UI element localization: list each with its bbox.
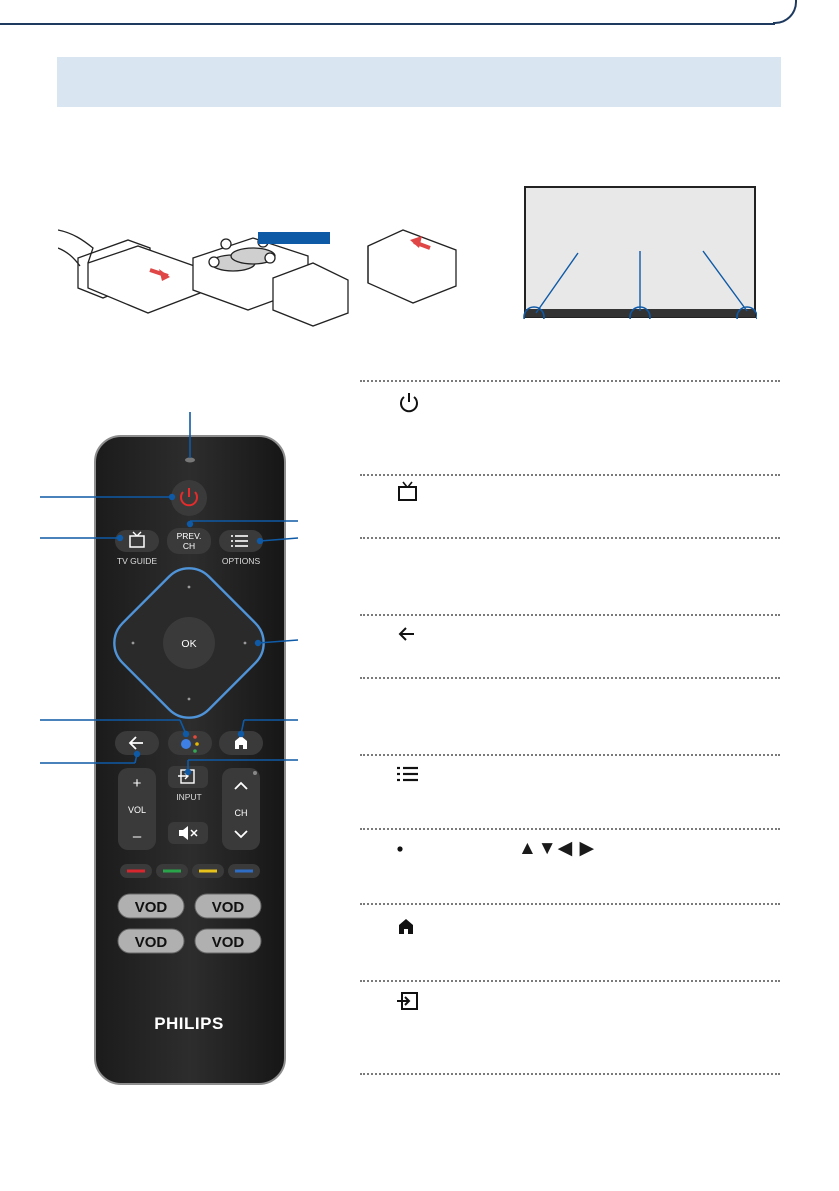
assistant-button[interactable] [168, 731, 212, 755]
page-top-rule [0, 0, 775, 25]
vod-label: VOD [211, 899, 245, 916]
vod-label: VOD [134, 934, 168, 951]
remote-control [40, 404, 340, 1094]
vol-minus-label: – [132, 828, 142, 845]
divider [360, 980, 780, 982]
bullet-icon [396, 845, 404, 853]
power-button[interactable] [171, 480, 207, 516]
brand-logo: PHILIPS [154, 1014, 224, 1033]
divider [360, 474, 780, 476]
dpad-arrows-icon: ▲▼◀ ▶ [518, 838, 596, 859]
vod-label: VOD [211, 934, 245, 951]
power-icon [398, 391, 420, 413]
divider [360, 614, 780, 616]
divider [360, 754, 780, 756]
mute-button[interactable] [168, 822, 208, 844]
divider [360, 828, 780, 830]
ir-led [185, 458, 195, 463]
assistant-icon [181, 739, 191, 749]
list-icon [396, 764, 420, 784]
step1-open-cover [58, 230, 200, 313]
divider [360, 677, 780, 679]
vol-label: VOL [127, 805, 147, 815]
tv-guide-button[interactable] [115, 530, 159, 552]
tv-illustration [523, 185, 757, 319]
vod-button-1[interactable] [118, 894, 184, 918]
vod-button-4[interactable] [195, 929, 261, 953]
prev-ch-button[interactable] [167, 528, 211, 554]
input-label: INPUT [176, 792, 202, 802]
home-icon [397, 917, 415, 935]
ok-label: OK [181, 638, 197, 650]
volume-rocker[interactable] [118, 768, 156, 850]
vod-label: VOD [134, 899, 168, 916]
channel-rocker[interactable] [222, 768, 260, 850]
options-label: OPTIONS [221, 556, 261, 566]
divider [360, 537, 780, 539]
divider [360, 1073, 780, 1075]
vod-button-2[interactable] [195, 894, 261, 918]
section-banner [57, 57, 781, 107]
tv-guide-icon [397, 480, 419, 502]
ch-label: CH [234, 808, 248, 818]
tv-guide-label: TV GUIDE [116, 556, 158, 566]
back-arrow-icon [396, 623, 418, 645]
input-icon [395, 991, 419, 1013]
step2-insert-batteries [193, 237, 348, 326]
vol-plus-label: + [132, 775, 142, 792]
prev-ch-label-bottom: CH [182, 541, 196, 551]
battery-steps-illustration [58, 218, 458, 328]
divider [360, 380, 780, 382]
battery-type-label [258, 232, 330, 244]
prev-ch-label-top: PREV. [176, 531, 202, 541]
divider [360, 903, 780, 905]
options-button[interactable] [219, 530, 263, 552]
vod-button-3[interactable] [118, 929, 184, 953]
